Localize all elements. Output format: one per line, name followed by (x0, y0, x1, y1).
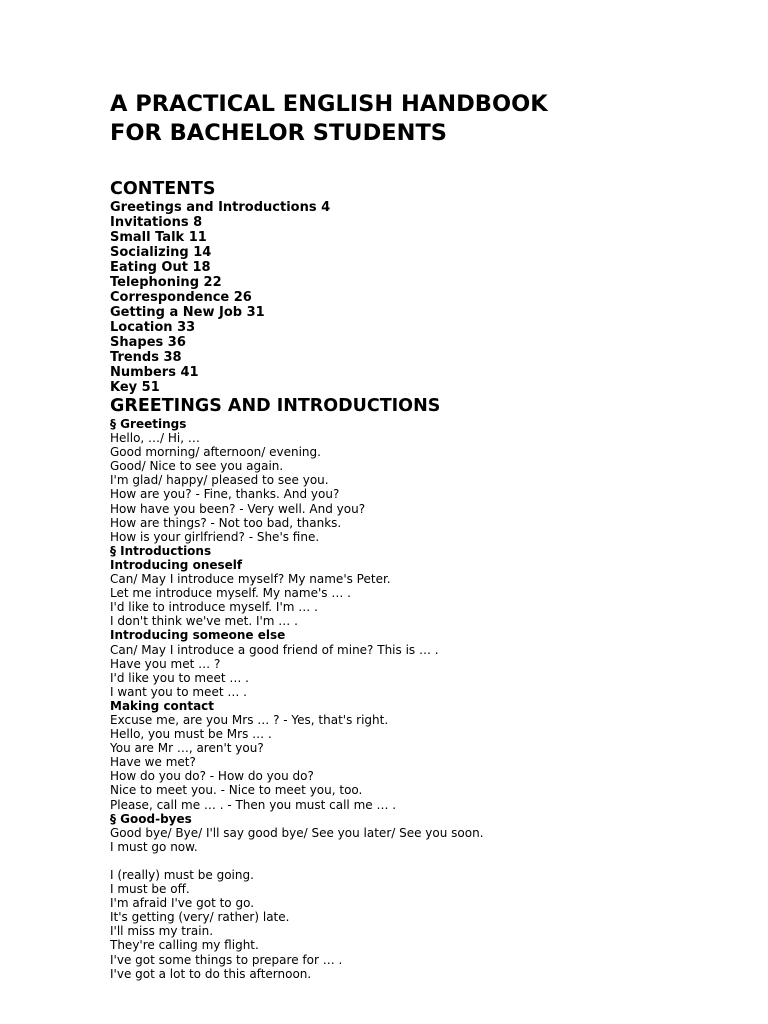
blank-line (110, 854, 750, 868)
phrase-line: How have you been? - Very well. And you? (110, 501, 366, 516)
document-title-line-2: FOR BACHELOR STUDENTS (110, 120, 448, 146)
phrase-line: Good bye/ Bye/ I'll say good bye/ See you later/ See you soon. (110, 825, 484, 840)
document-body (110, 90, 750, 981)
phrase-line: How do you do? - How do you do? (110, 769, 314, 784)
phrase-line: I must go now. (110, 839, 198, 854)
phrase-line: I'm afraid I've got to go. (110, 896, 255, 911)
phrase-line: I (really) must be going. (110, 868, 254, 882)
phrase-line: Have you met … ? (110, 656, 221, 671)
phrase-line: Good morning/ afternoon/ evening. (110, 445, 321, 460)
phrase-line: Hello, …/ Hi, … (110, 431, 200, 446)
phrase-line: Can/ May I introduce myself? My name's Peter. (110, 572, 391, 587)
contents-item: Key 51 (110, 380, 160, 395)
subheading-line: Making contact (110, 698, 215, 713)
contents-heading: CONTENTS (110, 179, 216, 199)
contents-item: Correspondence 26 (110, 290, 252, 305)
phrase-line: I've got some things to prepare for … . (110, 952, 343, 967)
section-heading: GREETINGS AND INTRODUCTIONS (110, 396, 441, 416)
phrase-line: I'll miss my train. (110, 924, 214, 939)
contents-item: Numbers 41 (110, 365, 199, 380)
subheading-line: § Introductions (110, 543, 212, 558)
contents-item: Getting a New Job 31 (110, 305, 265, 320)
section-lines (110, 417, 750, 981)
phrase-line: Can/ May I introduce a good friend of mine? This is … . (110, 642, 439, 657)
phrase-line: Good/ Nice to see you again. (110, 459, 284, 474)
subheading-line: § Good-byes (110, 811, 192, 826)
document-title-line-1: A PRACTICAL ENGLISH HANDBOOK (110, 91, 548, 117)
contents-list (110, 200, 750, 395)
contents-item: Location 33 (110, 320, 196, 335)
phrase-line: I'd like you to meet … . (110, 670, 249, 685)
contents-item: Greetings and Introductions 4 (110, 200, 331, 215)
contents-item: Eating Out 18 (110, 260, 211, 275)
phrase-line: I'm glad/ happy/ pleased to see you. (110, 473, 329, 488)
phrase-line: How is your girlfriend? - She's fine. (110, 529, 320, 544)
phrase-line: They're calling my flight. (110, 938, 259, 953)
phrase-line: Let me introduce myself. My name's … . (110, 586, 351, 601)
phrase-line: I'd like to introduce myself. I'm … . (110, 600, 318, 615)
contents-item: Invitations 8 (110, 215, 203, 230)
contents-item: Small Talk 11 (110, 230, 207, 245)
subheading-line: Introducing oneself (110, 557, 243, 572)
phrase-line: I must be off. (110, 882, 190, 897)
document-title (110, 90, 750, 148)
phrase-line: I don't think we've met. I'm … . (110, 614, 298, 629)
phrase-line: I want you to meet … . (110, 684, 247, 699)
phrase-line: It's getting (very/ rather) late. (110, 910, 290, 925)
phrase-line: Nice to meet you. - Nice to meet you, too. (110, 783, 363, 798)
contents-item: Telephoning 22 (110, 275, 222, 290)
contents-item: Socializing 14 (110, 245, 212, 260)
phrase-line: Please, call me … . - Then you must call me … . (110, 797, 397, 812)
phrase-line: I've got a lot to do this afternoon. (110, 966, 312, 981)
phrase-line: How are you? - Fine, thanks. And you? (110, 487, 340, 502)
phrase-line: Hello, you must be Mrs … . (110, 727, 272, 742)
subheading-line: § Greetings (110, 417, 187, 431)
phrase-line: How are things? - Not too bad, thanks. (110, 515, 342, 530)
contents-item: Trends 38 (110, 350, 182, 365)
phrase-line: Have we met? (110, 755, 196, 770)
subheading-line: Introducing someone else (110, 628, 286, 643)
phrase-line: You are Mr …, aren't you? (110, 741, 264, 756)
phrase-line: Excuse me, are you Mrs … ? - Yes, that's right. (110, 712, 389, 727)
contents-item: Shapes 36 (110, 335, 186, 350)
